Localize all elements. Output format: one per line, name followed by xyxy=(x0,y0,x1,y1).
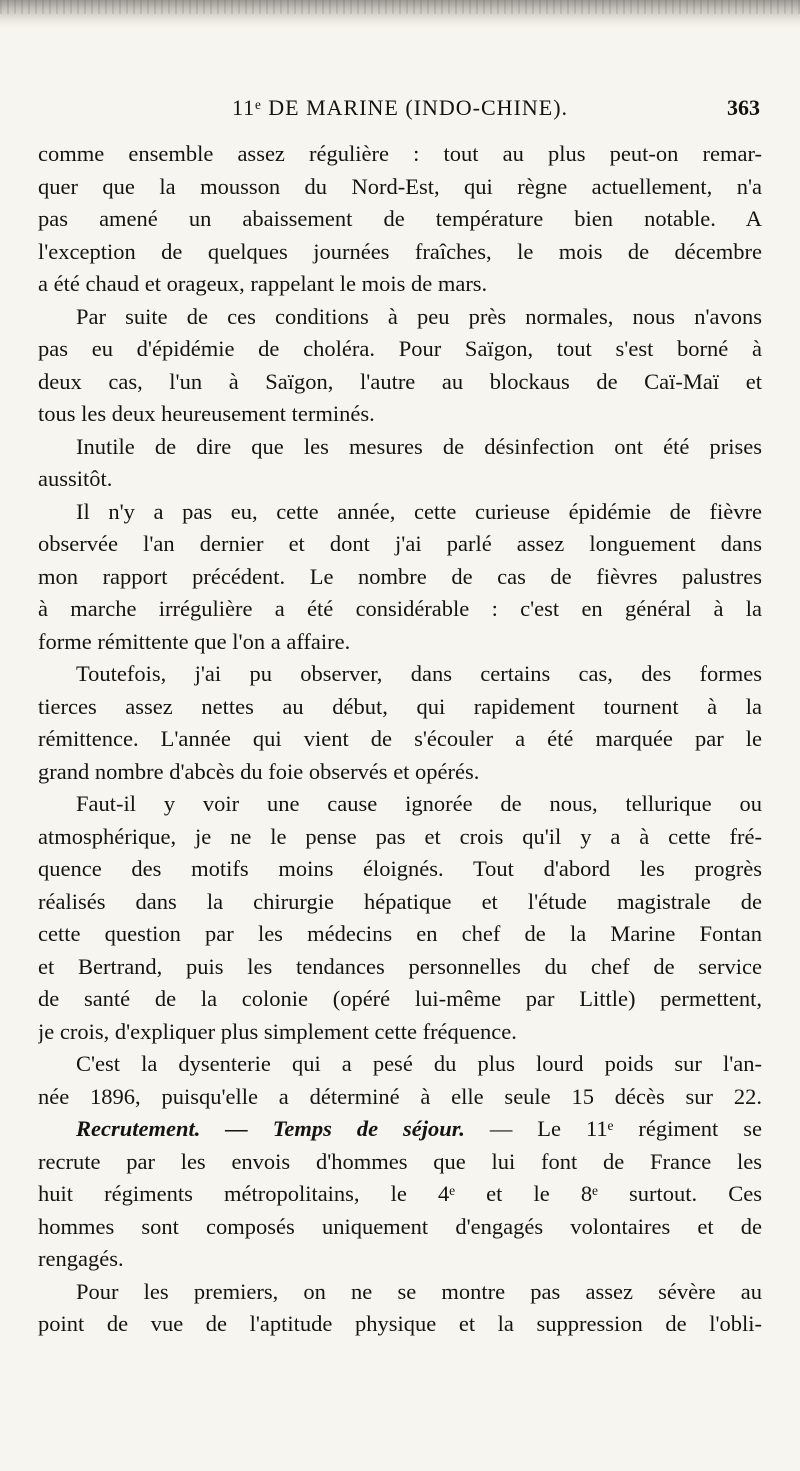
text-line: C'est la dysenterie qui a pesé du plus lourd poids sur l'an- xyxy=(76,1051,762,1076)
text-line: cette question par les médecins en chef de la Marine Fontan xyxy=(38,921,762,946)
text-line: pas amené un abaissement de température bien notable. A xyxy=(38,206,762,231)
recruitment-heading: Recrutement. — Temps de séjour. xyxy=(76,1116,465,1141)
text-line: Inutile de dire que les mesures de désinfection ont été prises xyxy=(76,433,762,459)
text-line: tous les deux heureusement terminés. xyxy=(38,401,375,426)
text-line: grand nombre d'abcès du foie observés et opérés. xyxy=(38,758,480,784)
text-line: Faut-il y voir une cause ignorée de nous, tellurique ou xyxy=(76,791,762,816)
text-line: née 1896, puisqu'elle a déterminé à elle seule 15 décès sur 22. xyxy=(38,1083,762,1109)
text-line xyxy=(38,1113,762,1146)
text-line: huit régiments métropolitains, le 4ᵉ et le 8ᵉ surtout. Ces xyxy=(38,1181,762,1206)
text-line: Toutefois, j'ai pu observer, dans certains cas, des formes xyxy=(76,661,762,686)
text-line: de santé de la colonie (opéré lui-même par Little) permettent, xyxy=(38,986,762,1011)
text-line: Il n'y a pas eu, cette année, cette curieuse épidémie de fièvre xyxy=(76,498,762,524)
body-text xyxy=(38,138,762,1341)
text-line: réalisés dans la chirurgie hépatique et l'étude magistrale de xyxy=(38,888,762,914)
text-line: quer que la mousson du Nord-Est, qui règne actuellement, n'a xyxy=(38,173,762,199)
text-line: recrute par les envois d'hommes que lui font de France les xyxy=(38,1148,762,1174)
text-line: Pour les premiers, on ne se montre pas assez sévère au xyxy=(76,1278,762,1304)
text-line: atmosphérique, je ne le pense pas et crois qu'il y a à cette fré- xyxy=(38,823,762,849)
text-line: observée l'an dernier et dont j'ai parlé assez longuement dans xyxy=(38,531,762,556)
running-title: 11ᵉ DE MARINE (INDO-CHINE). xyxy=(231,95,569,120)
page-number: 363 xyxy=(727,95,760,120)
text-line: comme ensemble assez régulière : tout au plus peut-on remar- xyxy=(38,141,762,166)
text-line: l'exception de quelques journées fraîches, le mois de décembre xyxy=(38,238,762,264)
text-line: je crois, d'expliquer plus simplement cette fréquence. xyxy=(38,1018,517,1044)
text-line: et Bertrand, puis les tendances personnelles du chef de service xyxy=(38,953,762,979)
scan-top-streaks xyxy=(0,0,800,14)
text-line: rengagés. xyxy=(38,1246,124,1271)
running-head xyxy=(40,95,760,125)
text-line: forme rémittente que l'on a affaire. xyxy=(38,628,351,654)
text-line: rémittence. L'année qui vient de s'écouler a été marquée par le xyxy=(38,726,762,751)
text-line: à marche irrégulière a été considérable : c'est en général à la xyxy=(38,596,762,621)
text-line: point de vue de l'aptitude physique et la suppression de l'obli- xyxy=(38,1311,762,1336)
text-line: hommes sont composés uniquement d'engagés volontaires et de xyxy=(38,1213,762,1239)
text-line: tierces assez nettes au début, qui rapidement tournent à la xyxy=(38,693,762,719)
text-line: quence des motifs moins éloignés. Tout d'abord les progrès xyxy=(38,856,762,881)
text-line: mon rapport précédent. Le nombre de cas de fièvres palustres xyxy=(38,563,762,589)
text-line: Par suite de ces conditions à peu près normales, nous n'avons xyxy=(76,303,762,329)
text-line: pas eu d'épidémie de choléra. Pour Saïgon, tout s'est borné à xyxy=(38,336,762,361)
text-line: a été chaud et orageux, rappelant le mois de mars. xyxy=(38,271,488,296)
text-line: deux cas, l'un à Saïgon, l'autre au blockaus de Caï-Maï et xyxy=(38,368,762,394)
text-line: aussitôt. xyxy=(38,466,113,491)
text-line-rest: — Le 11ᵉ régiment se xyxy=(489,1116,762,1141)
